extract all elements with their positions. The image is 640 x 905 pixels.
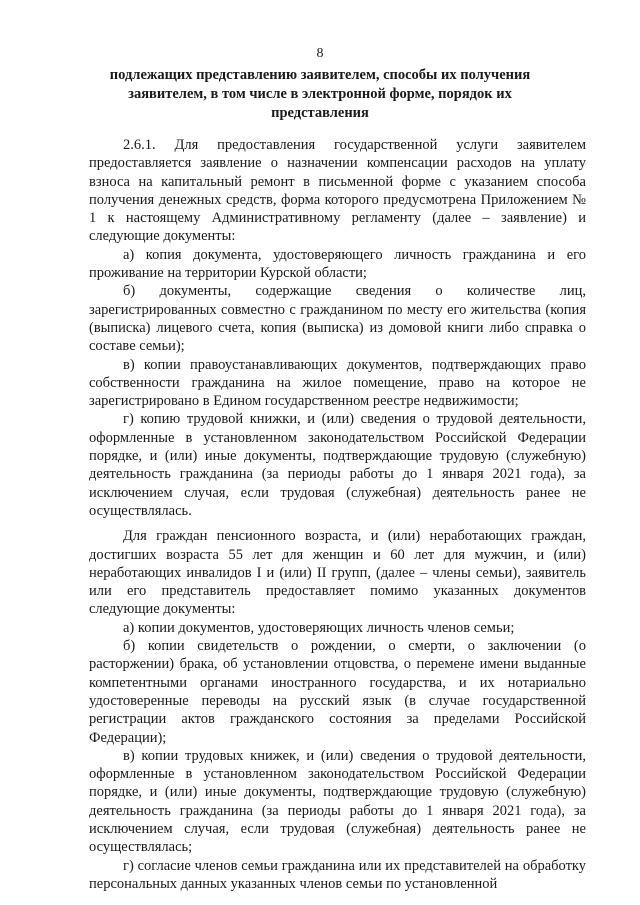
- paragraph-pensioners: Для граждан пенсионного возраста, и (или) неработающих граждан, достигших возраста 55 лет для женщин и 60 лет для мужчин, и (или) неработающих инвалидов I и (или) II групп, (далее – члены семьи), заявитель или его представитель предоставляет помимо указанных документов следующие документы:: [89, 528, 586, 618]
- family-item-g: г) согласие членов семьи гражданина или их представителей на обработку персональных данных указанных членов семьи по установленной: [89, 857, 586, 892]
- family-item-a: а) копии документов, удостоверяющих личность членов семьи;: [123, 619, 515, 636]
- document-body: [89, 136, 586, 893]
- list-item-g: г) копию трудовой книжки, и (или) сведения о трудовой деятельности, оформленные в установленном законодательством Российской Федерации порядке, и (или) иные документы, подтверждающие трудовую (служебную) деятельность гражданина (за периоды работы до 1 января 2021 года), за исключением случая, если трудовая (служебная) деятельность ранее не осуществлялась.: [89, 411, 586, 519]
- page-number: 8: [316, 46, 324, 61]
- list-item-b: б) документы, содержащие сведения о количестве лиц, зарегистрированных совместно с гражданином по месту его жительства (копия (выписка) лицевого счета, копия (выписка) из домовой книги либо справка о составе семьи);: [89, 283, 586, 355]
- section-heading: подлежащих представлению заявителем, способы их получения заявителем, в том числе в электронной форме, порядок их представления: [109, 67, 531, 121]
- paragraph-2-6-1: 2.6.1. Для предоставления государственной услуги заявителем предоставляется заявление о назначении компенсации расходов на уплату взноса на капитальный ремонт в письменной форме с указанием способа получения денежных средств, форма которого предусмотрена Приложением № 1 к настоящему Административному регламенту (далее – заявление) и следующие документы:: [89, 137, 586, 245]
- list-item-a: а) копия документа, удостоверяющего личность гражданина и его проживание на территории Курской области;: [89, 246, 586, 282]
- family-item-b: б) копии свидетельств о рождении, о смерти, о заключении (о расторжении) брака, об установлении отцовства, о перемене имени выданные компетентными органами иностранного государства, и их нотариально удостоверенные переводы на русский язык (в случае государственной регистрации актов гражданского состояния за пределами Российской Федерации);: [89, 638, 586, 746]
- family-item-v: в) копии трудовых книжек, и (или) сведения о трудовой деятельности, оформленные в установленном законодательством Российской Федерации порядке, и (или) иные документы, подтверждающие трудовую (служебную) деятельность гражданина (за периоды работы до 1 января 2021 года), за исключением случая, если трудовая (служебная) деятельность ранее не осуществлялась;: [89, 747, 586, 856]
- list-item-v: в) копии правоустанавливающих документов, подтверждающих право собственности гражданина на жилое помещение, право на которое не зарегистрировано в Едином государственном реестре недвижимости;: [89, 356, 586, 410]
